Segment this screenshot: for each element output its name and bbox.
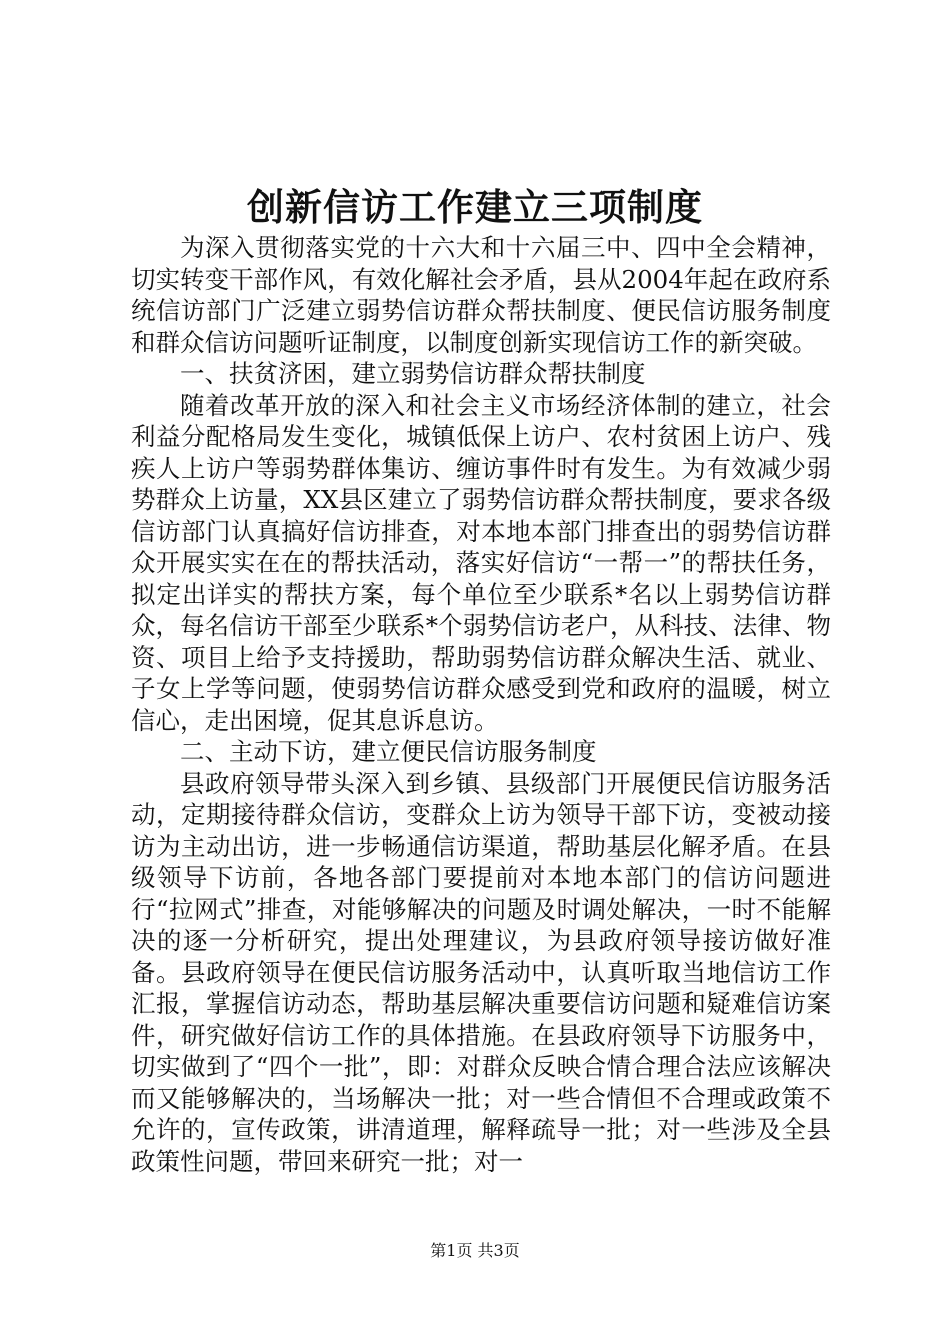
page-number-footer: 第1页 共3页 [430,1241,520,1260]
section-heading-2: 二、主动下访，建立便民信访服务制度 [180,737,597,766]
paragraph-section-1: 随着改革开放的深入和社会主义市场经济体制的建立，社会利益分配格局发生变化，城镇低保上访户、农村贫困上访户、残疾人上访户等弱势群体集访、缠访事件时有发生。为有效减少弱势群众上访量，XX县区建立了弱势信访群众帮扶制度，要求各级信访部门认真搞好信访排查，对本地本部门排查出的弱势信访群众开展实实在在的帮扶活动，落实好信访“一帮一”的帮扶任务，拟定出详实的帮扶方案，每个单位至少联系*名以上弱势信访群众，每名信访干部至少联系*个弱势信访老户，从科技、法律、物资、项目上给予支持援助，帮助弱势信访群众解决生活、就业、子女上学等问题，使弱势信访群众感受到党和政府的温暖，树立信心，走出困境，促其息诉息访。 [131,390,831,735]
paragraph-intro: 为深入贯彻落实党的十六大和十六届三中、四中全会精神，切实转变干部作风，有效化解社会矛盾，县从2004年起在政府系统信访部门广泛建立弱势信访群众帮扶制度、便民信访服务制度和群众信访问题听证制度，以制度创新实现信访工作的新突破。 [131,233,831,357]
paragraph-section-2: 县政府领导带头深入到乡镇、县级部门开展便民信访服务活动，定期接待群众信访，变群众上访为领导干部下访，变被动接访为主动出访，进一步畅通信访渠道，帮助基层化解矛盾。在县级领导下访前，各地各部门要提前对本地本部门的信访问题进行“拉网式”排查，对能够解决的问题及时调处解决，一时不能解决的逐一分析研究，提出处理建议，为县政府领导接访做好准备。县政府领导在便民信访服务活动中，认真听取当地信访工作汇报，掌握信访动态，帮助基层解决重要信访问题和疑难信访案件，研究做好信访工作的具体措施。在县政府领导下访服务中，切实做到了“四个一批”，即：对群众反映合情合理合法应该解决而又能够解决的，当场解决一批；对一些合情但不合理或政策不允许的，宣传政策，讲清道理，解释疏导一批；对一些涉及全县政策性问题，带回来研究一批；对一 [131,768,831,1176]
section-heading-1: 一、扶贫济困，建立弱势信访群众帮扶制度 [180,359,646,388]
document-title: 创新信访工作建立三项制度 [247,185,703,229]
document-body [131,232,831,1177]
